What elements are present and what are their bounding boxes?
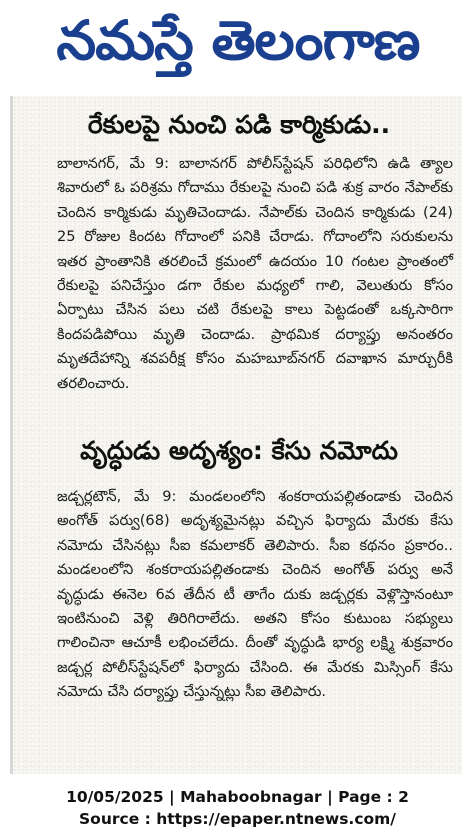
footer-dateline: 10/05/2025 | Mahaboobnagar | Page : 2 [66,788,409,806]
newspaper-masthead [0,0,475,82]
masthead-title: నమస్తే తెలంగాణ [55,9,420,72]
footer-source: Source : https://epaper.ntnews.com/ [79,810,396,828]
article-1-body: బాలానగర్, మే 9: బాలానగర్ పోలీస్‌స్టేషన్ పరిధిలోని ఉడి త్యాల శివారులో ఓ పరిశ్రమ గోదాము రేకులపై నుంచి పడి శుక్ర వారం నేపాల్‌కు చెందిన కార్మికుడు మృతిచెందాడు. నేపాల్‌కు చెందిన కార్మికుడు (24) 25 రోజుల కిందట గోదాంలో పనికి చేరాడు. గోదాంలోని సరుకులను ఇతర ప్రాంతానికి తరలించే క్రమంలో ఉదయం 10 గంటల ప్రాంతంలో రేకులపై పనిచేస్తుం డగా రేకుల మధ్యలో గాలి, వెలుతురు కోసం ఏర్పాటు చేసిన పలు చటి రేకులపై కాలు పెట్టడంతో ఒక్కసారిగా కిందపడిపోయి మృతి చెందాడు. ప్రాథమిక దర్యాప్తు అనంతరం మృతదేహాన్ని శవపరీక్ష కోసం మహబూబ్‌నగర్ దవాఖాన మార్చురీకి తరలించారు. [57,155,453,392]
article-2-headline: వృద్ధుడు అదృశ్యం: కేసు నమోదు [80,436,398,465]
news-clipping [10,96,462,774]
article-2-body: జడ్చర్లటౌన్, మే 9: మండలంలోని శంకరాయపల్లితండాకు చెందిన అంగోత్ పర్వు(68) అదృశ్యమైనట్లు వచ్చిన ఫిర్యాదు మేరకు కేసు నమోదు చేసినట్లు సీఐ కమలాకర్ తెలిపారు. సీఐ కథనం ప్రకారం.. మండలంలోని శంకరాయపల్లితండాకు చెందిన అంగోత్ పర్వు అనే వృద్ధుడు ఈనెల 6వ తేదీన టీ తాగేం దుకు జడ్చర్లకు వెళ్లొస్తానంటూ ఇంటినుంచి వెళ్లి తిరిగిరాలేదు. అతని కోసం కుటుంబ సభ్యులు గాలించినా ఆచూకీ లభించలేదు. దీంతో వృద్ధుడి భార్య లక్ష్మి శుక్రవారం జడ్చర్ల పోలీస్‌స్టేషన్‌లో ఫిర్యాదు చేసింది. ఈ మేరకు మిస్సింగ్ కేసు నమోదు చేసి దర్యాప్తు చేస్తున్నట్లు సీఐ తెలిపారు. [57,488,453,701]
article-1-headline: రేకులపై నుంచి పడి కార్మికుడు.. [87,110,391,139]
